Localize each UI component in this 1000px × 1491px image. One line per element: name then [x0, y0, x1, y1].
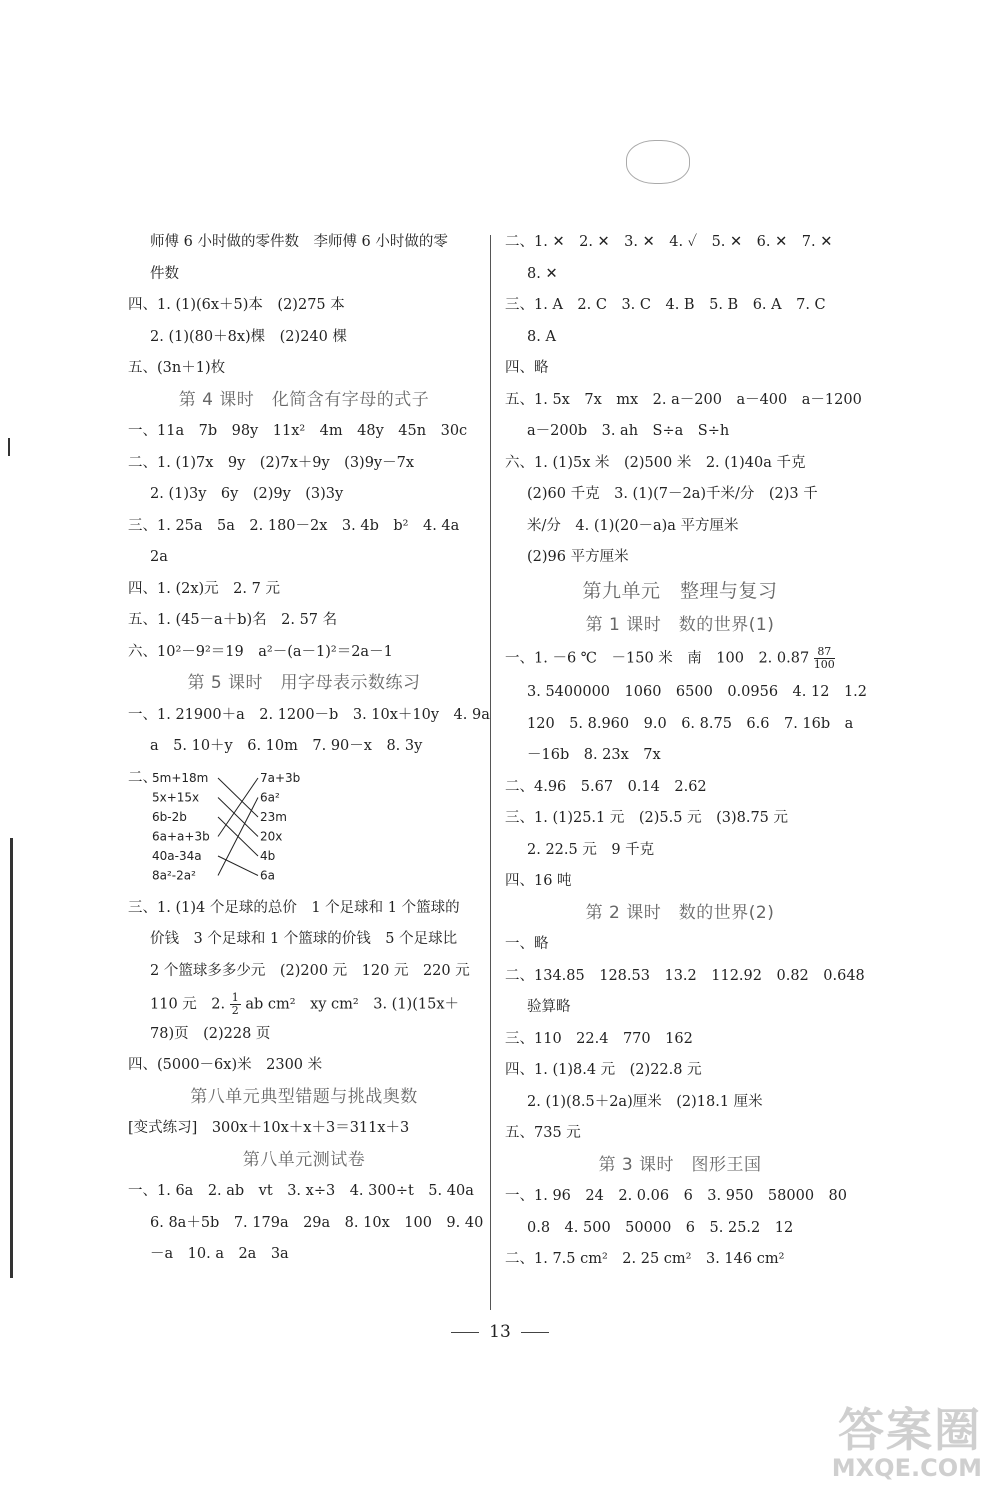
match-right-item: 4b	[260, 848, 276, 863]
answer-line: 2 个篮球多多少元 (2)200 元 120 元 220 元	[150, 962, 470, 979]
fraction-87-100	[814, 646, 835, 671]
match-right-item: 7a+3b	[260, 770, 301, 785]
answer-line: 米/分 4. (1)(20－a)a 平方厘米	[527, 517, 739, 534]
answer-line: 四、(5000－6x)米 2300 米	[128, 1057, 323, 1073]
stamp-mark	[626, 140, 690, 184]
match-connector-line	[218, 797, 258, 875]
watermark-url: MXQE.COM	[831, 1454, 982, 1482]
answer-line: [变式练习] 300x＋10x＋x＋3＝311x＋3	[128, 1120, 410, 1136]
match-connector-line	[218, 797, 258, 836]
match-right-item: 23m	[260, 809, 287, 824]
margin-mark	[8, 438, 10, 456]
answer-line: 二、1. 7.5 cm² 2. 25 cm² 3. 146 cm²	[505, 1251, 785, 1267]
section-heading: 第八单元典型错题与挑战奥数	[190, 1086, 418, 1107]
answer-line: 六、10²－9²＝19 a²－(a－1)²＝2a－1	[128, 643, 393, 660]
answer-line-fraction	[128, 992, 480, 1024]
answer-line: 一、1. 6a 2. ab vt 3. x÷3 4. 300÷t 5. 40a	[128, 1183, 474, 1199]
answer-line: 四、1. (2x)元 2. 7 元	[128, 580, 280, 597]
answer-line: 验算略	[527, 999, 571, 1015]
unit-heading: 第九单元 整理与复习	[582, 579, 778, 602]
left-column	[128, 232, 490, 1276]
match-left-item: 6b-2b	[152, 809, 187, 824]
match-connector-line	[218, 856, 258, 876]
answer-line: 2. 22.5 元 9 千克	[527, 841, 655, 858]
answer-line: 三、1. (1)25.1 元 (2)5.5 元 (3)8.75 元	[505, 810, 789, 826]
match-left-item: 5m+18m	[152, 770, 209, 785]
match-right-item: 6a	[260, 868, 275, 882]
answer-line: a－200b 3. ah S÷a S÷h	[527, 423, 730, 439]
right-column	[505, 232, 868, 1281]
answer-line: 五、(3n＋1)枚	[128, 360, 226, 376]
answer-line: (2)96 平方厘米	[527, 549, 629, 565]
answer-line: 件数	[150, 265, 179, 282]
answer-line: 一、11a 7b 98y 11x² 4m 48y 45n 30c	[128, 423, 468, 439]
answer-line: 78)页 (2)228 页	[150, 1025, 271, 1042]
answer-line: (2)60 千克 3. (1)(7－2a)千米/分 (2)3 千	[527, 486, 818, 502]
match-left-item: 8a²-2a²	[152, 868, 196, 882]
fraction-line-suffix: ab cm² xy cm² 3. (1)(15x＋	[245, 996, 459, 1013]
match-right-item: 6a²	[260, 790, 280, 804]
answer-line: 师傅 6 小时做的零件数 李师傅 6 小时做的零	[150, 234, 448, 250]
matching-svg	[152, 768, 352, 898]
binding-edge-mark	[10, 838, 13, 1278]
answer-line: 五、1. (45－a＋b)名 2. 57 名	[128, 612, 338, 628]
answer-line: 价钱 3 个足球和 1 个篮球的价钱 5 个足球比	[150, 931, 458, 947]
answer-line: 四、1. (1)8.4 元 (2)22.8 元	[505, 1062, 702, 1078]
section-heading: 第 5 课时 用字母表示数练习	[187, 673, 421, 693]
fraction-numerator: 87	[814, 646, 835, 659]
answer-line: 二、1. (1)7x 9y (2)7x＋9y (3)9y－7x	[128, 454, 415, 471]
section-heading: 第 2 课时 数的世界(2)	[585, 902, 775, 923]
column-divider	[490, 235, 491, 1310]
answer-line: －a 10. a 2a 3a	[150, 1246, 289, 1262]
answer-line: 二、1. ✕ 2. ✕ 3. ✕ 4. ✓ 5. ✕ 6. ✕ 7. ✕	[505, 234, 833, 250]
answer-line: 2. (1)3y 6y (2)9y (3)3y	[150, 486, 344, 502]
fraction-denominator: 2	[231, 1004, 239, 1017]
answer-line: 0.8 4. 500 50000 6 5. 25.2 12	[527, 1219, 794, 1236]
section-heading: 第 4 课时 化简含有字母的式子	[178, 389, 430, 410]
answer-line: －16b 8. 23x 7x	[527, 747, 661, 763]
right-fraction-prefix: 一、1. －6 ℃ －150 米 南 100 2. 0.87	[505, 650, 810, 667]
watermark-logo	[832, 1405, 982, 1481]
page-dash-right	[521, 1332, 549, 1333]
answer-line: 一、1. 21900＋a 2. 1200－b 3. 10x＋10y 4. 9a	[128, 706, 490, 723]
fraction-numerator: 1	[231, 991, 239, 1004]
match-left-item: 6a+a+3b	[152, 829, 210, 843]
page-number-text: 13	[489, 1322, 511, 1342]
matching-exercise	[128, 768, 480, 898]
answer-line: 四、略	[505, 360, 549, 376]
watermark-title: 答案圈	[838, 1403, 982, 1457]
answer-line: 二、4.96 5.67 0.14 2.62	[505, 778, 707, 795]
section-heading: 第 1 课时 数的世界(1)	[585, 614, 775, 635]
answer-line-fraction-right	[505, 646, 855, 682]
answer-line: 2. (1)(80＋8x)棵 (2)240 棵	[150, 328, 347, 345]
answer-line: 120 5. 8.960 9.0 6. 8.75 6.6 7. 16b a	[527, 715, 854, 732]
answer-line: 三、110 22.4 770 162	[505, 1030, 693, 1047]
answer-line: 四、1. (1)(6x＋5)本 (2)275 本	[128, 297, 345, 313]
section-heading: 第八单元测试卷	[242, 1149, 366, 1170]
answer-line: 2. (1)(8.5＋2a)厘米 (2)18.1 厘米	[527, 1093, 763, 1110]
answer-line: 三、1. A 2. C 3. C 4. B 5. B 6. A 7. C	[505, 297, 826, 313]
match-connector-line	[218, 778, 258, 817]
match-left-item: 40a-34a	[152, 848, 202, 863]
answer-line: 六、1. (1)5x 米 (2)500 米 2. (1)40a 千克	[505, 454, 806, 471]
answer-line: 三、1. (1)4 个足球的总价 1 个足球和 1 个篮球的	[128, 899, 460, 916]
fraction-line-prefix: 110 元 2.	[150, 996, 226, 1013]
answer-line: 8. A	[527, 328, 556, 345]
answer-line: 五、1. 5x 7x mx 2. a－200 a－400 a－1200	[505, 391, 862, 408]
answer-line: 一、1. 96 24 2. 0.06 6 3. 950 58000 80	[505, 1188, 847, 1204]
match-right-item: 20x	[260, 829, 283, 843]
answer-line: 三、1. 25a 5a 2. 180－2x 3. 4b b² 4. 4a	[128, 517, 460, 534]
answer-line: 二、134.85 128.53 13.2 112.92 0.82 0.648	[505, 967, 865, 984]
answer-line: 8. ✕	[527, 265, 558, 282]
answer-line: 2a	[150, 549, 168, 565]
matching-prefix: 二、	[128, 769, 157, 786]
page-number	[0, 1322, 1000, 1342]
match-left-item: 5x+15x	[152, 790, 200, 804]
answer-line: a 5. 10＋y 6. 10m 7. 90－x 8. 3y	[150, 738, 423, 754]
fraction-denominator: 100	[813, 658, 835, 671]
fraction-half	[230, 992, 241, 1017]
answer-line: 一、略	[505, 936, 549, 952]
answer-line: 四、16 吨	[505, 873, 572, 889]
match-connector-line	[218, 778, 258, 837]
answer-line: 3. 5400000 1060 6500 0.0956 4. 12 1.2	[527, 684, 868, 700]
section-heading: 第 3 课时 图形王国	[598, 1154, 762, 1175]
answer-line: 五、735 元	[505, 1125, 581, 1141]
answer-line: 6. 8a＋5b 7. 179a 29a 8. 10x 100 9. 40	[150, 1214, 484, 1231]
page-dash-left	[451, 1332, 479, 1333]
